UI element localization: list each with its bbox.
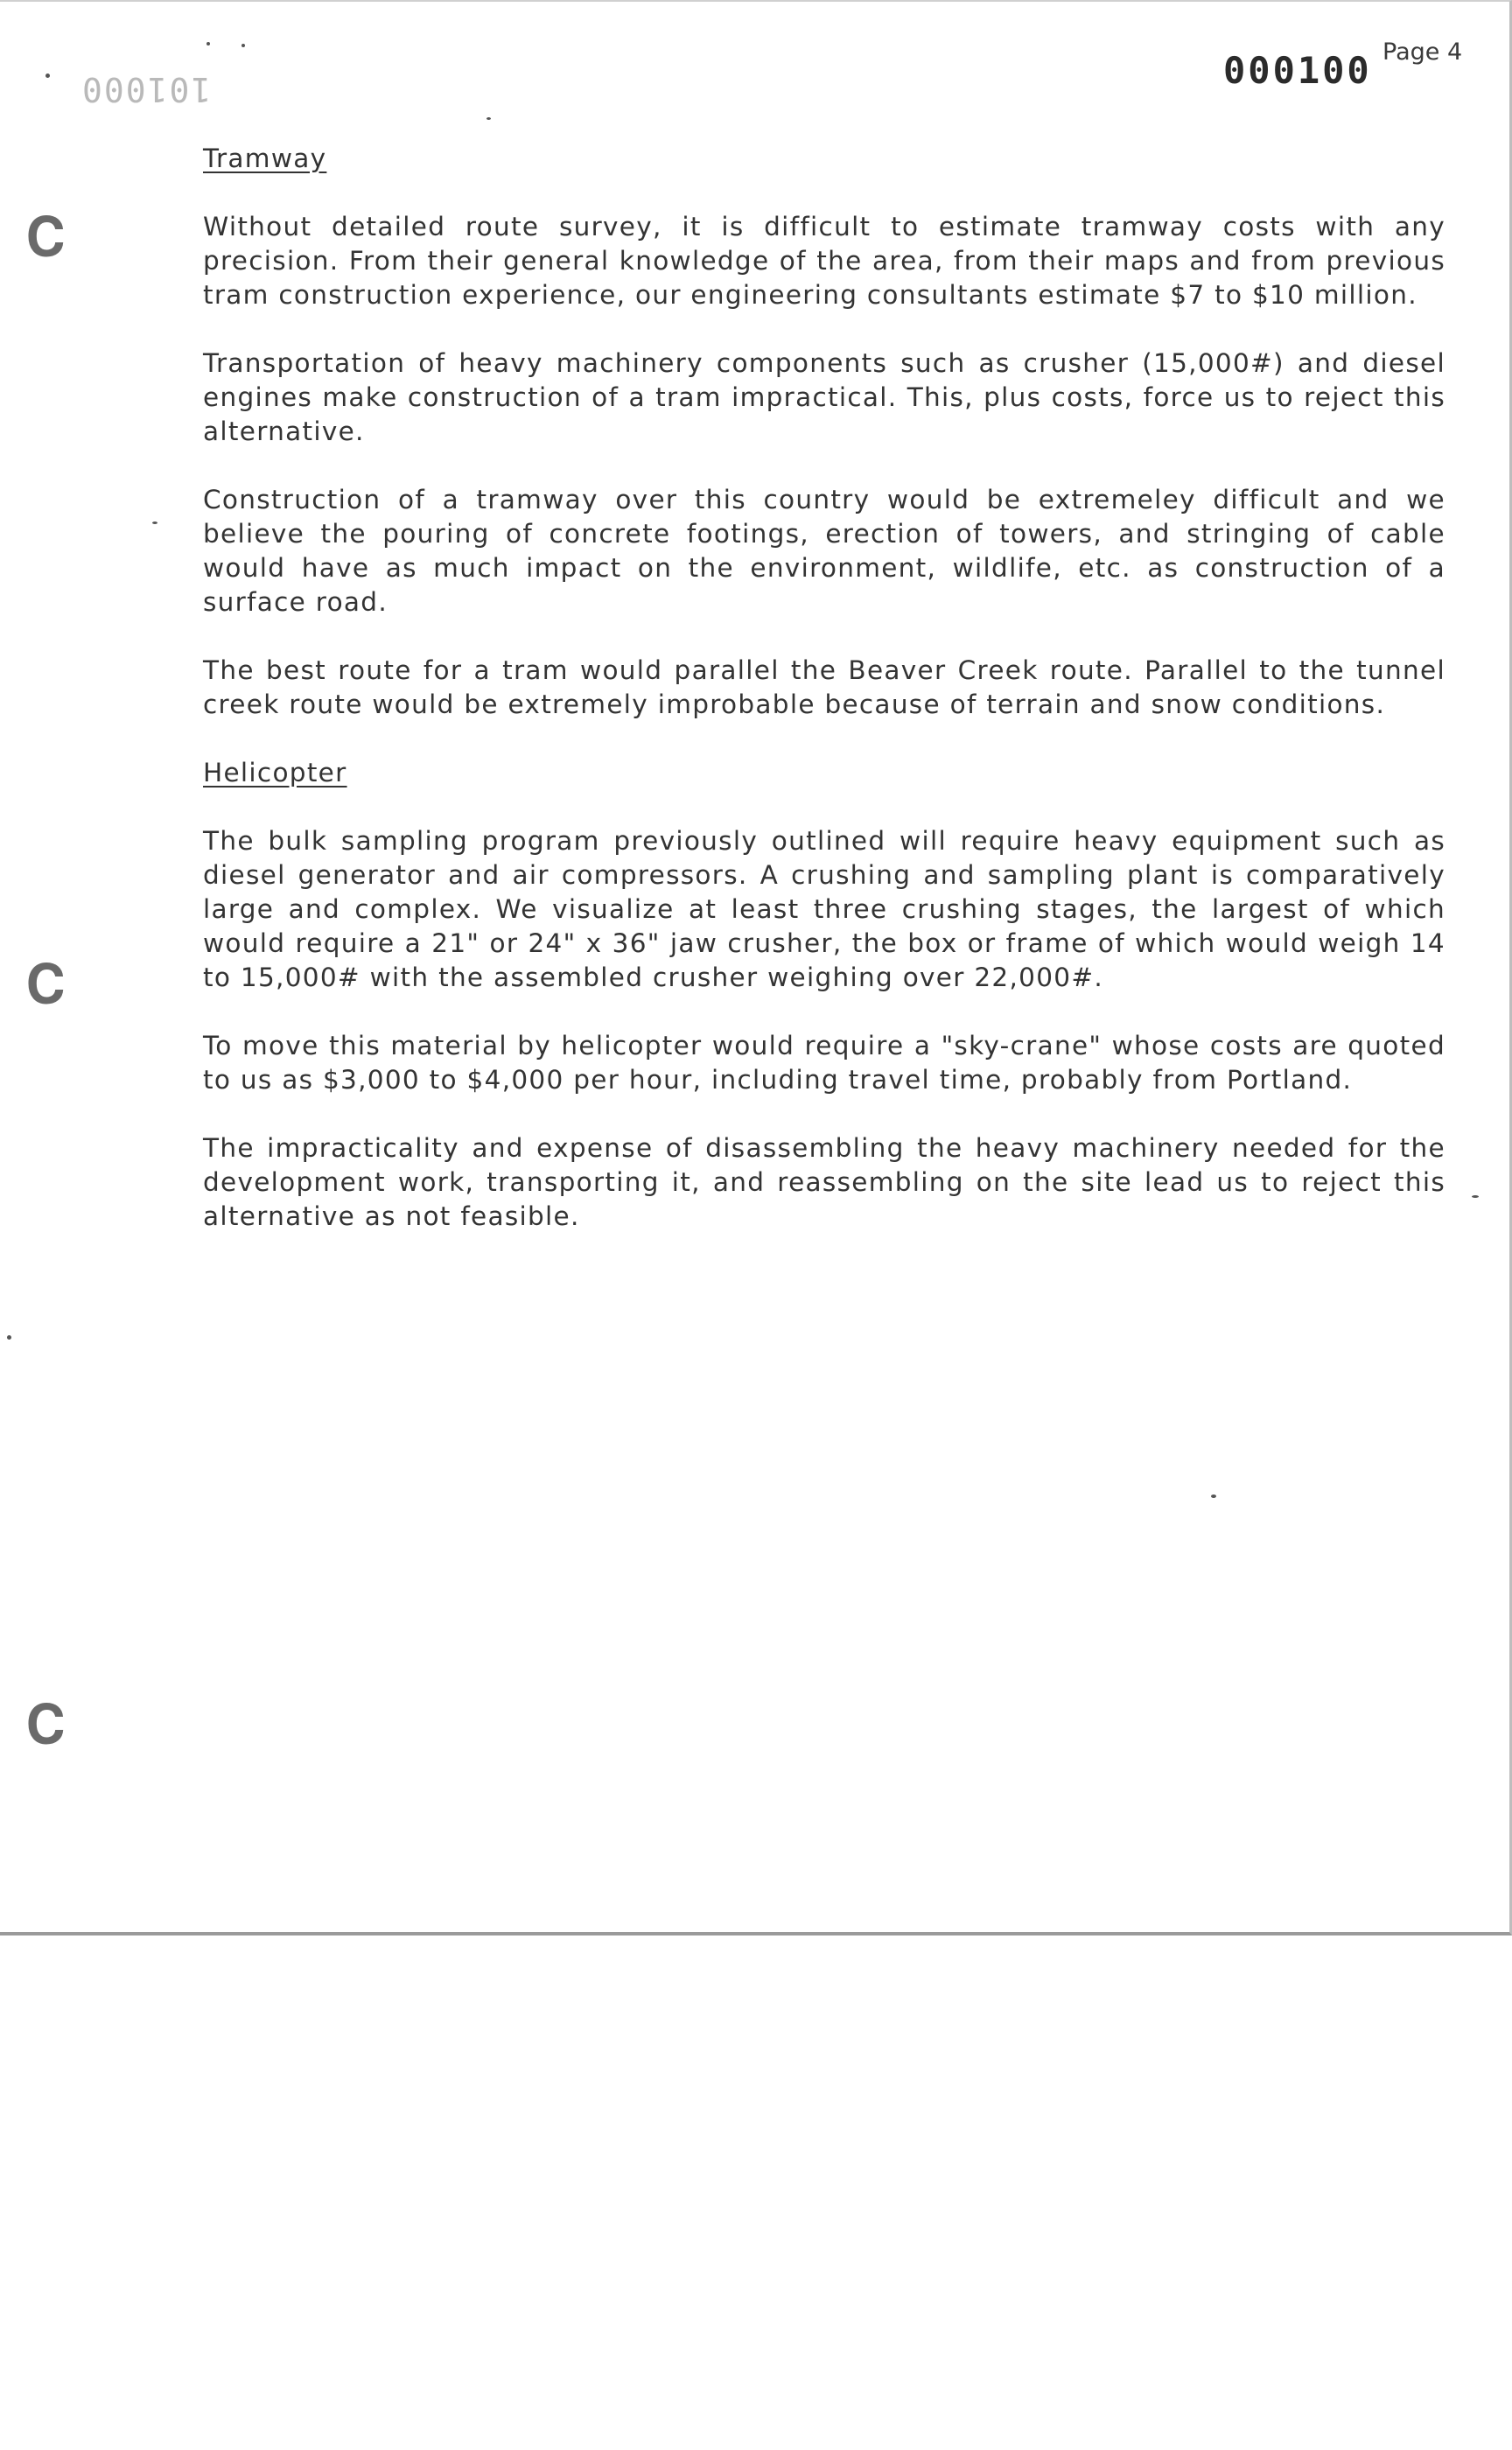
- paragraph: Transportation of heavy machinery components such as crusher (15,000#) and diesel engines make construction of a tram impractical. This, plus costs, force us to reject this alternative.: [203, 348, 1446, 446]
- paragraph: The impracticality and expense of disassembling the heavy machinery needed for the development work, transporting it, and reassembling on the site lead us to reject this alternative as not feasible.: [203, 1133, 1446, 1231]
- paragraph: To move this material by helicopter would require a "sky-crane" whose costs are quoted to us as $3,000 to $4,000 per hour, including travel time, probably from Portland.: [203, 1031, 1446, 1095]
- section-helicopter: [203, 756, 1446, 1234]
- scan-speck: [46, 74, 50, 78]
- section-heading: Helicopter: [203, 758, 347, 788]
- paragraph: The best route for a tram would parallel the Beaver Creek route. Parallel to the tunnel creek route would be extremely improbable because of terrain and snow conditions.: [203, 655, 1446, 719]
- scan-speck: [242, 44, 245, 47]
- paragraph: The bulk sampling program previously outlined will require heavy equipment such as diesel generator and air compressors. A crushing and sampling plant is comparatively large and complex. We visualize at least three crushing stages, the largest of which would require a 21" or 24" x 36" jaw crusher, the box or frame of which would weigh 14 to 15,000# with the assembled crusher weighing over 22,000#.: [203, 826, 1446, 992]
- page-number-label: Page 4: [1382, 38, 1463, 66]
- punch-hole-mark: 𝐂: [26, 205, 66, 269]
- scan-speck: [1472, 1195, 1479, 1198]
- faded-stamp-number: 101000: [80, 70, 212, 108]
- document-number-stamp: 000100: [1223, 49, 1372, 92]
- scan-speck: [152, 522, 158, 524]
- document-body: [203, 142, 1446, 1268]
- paragraph: Without detailed route survey, it is difficult to estimate tramway costs with any precision. From their general knowledge of the area, from their maps and from previous tram construction experience, our engineering consultants estimate $7 to $10 million.: [203, 212, 1446, 310]
- scan-speck: [206, 42, 210, 46]
- punch-hole-mark: 𝐂: [26, 952, 66, 1016]
- scan-speck: [7, 1335, 11, 1340]
- punch-hole-mark: 𝐂: [26, 1692, 66, 1756]
- scan-speck: [486, 117, 491, 120]
- section-heading: Tramway: [203, 144, 327, 173]
- scan-speck: [1211, 1494, 1216, 1498]
- paragraph: Construction of a tramway over this country would be extremeley difficult and we believe the pouring of concrete footings, erection of towers, and stringing of cable would have as much impact on the environment, wildlife, etc. as construction of a surface road.: [203, 485, 1446, 617]
- section-tramway: [203, 142, 1446, 722]
